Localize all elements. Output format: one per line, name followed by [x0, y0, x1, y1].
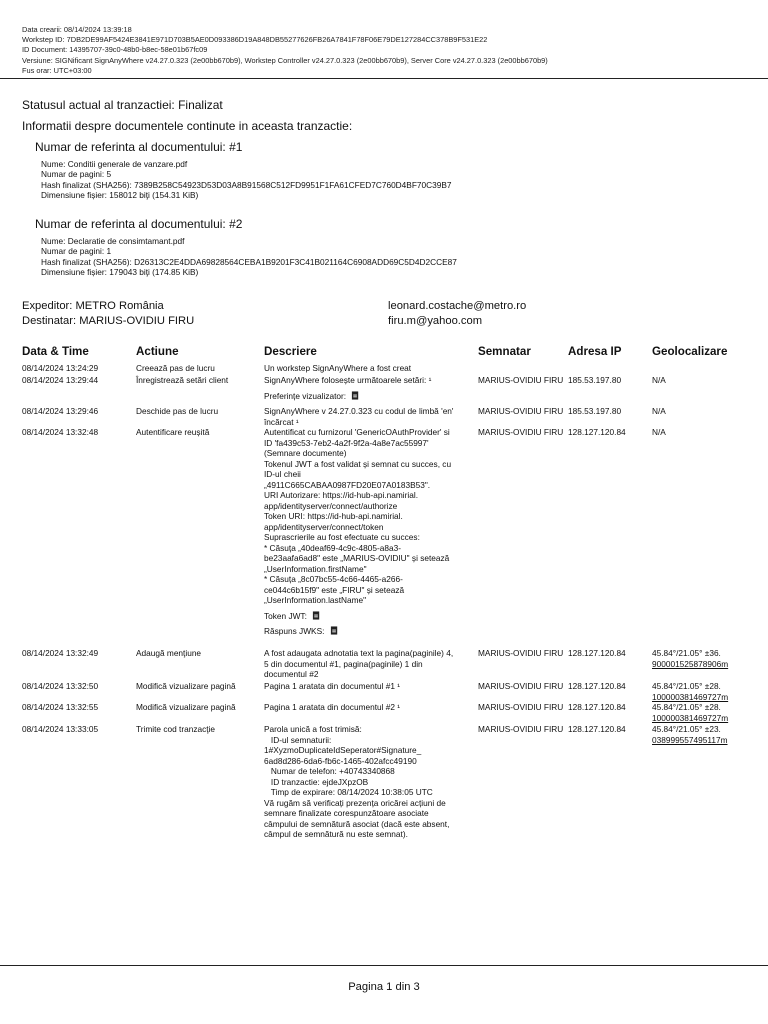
description-line: SignAnyWhere folosește următoarele setări: ¹	[264, 375, 432, 385]
row-description	[264, 702, 476, 713]
row-geolocation: N/A	[652, 375, 666, 385]
row-ip: 185.53.197.80	[568, 375, 622, 385]
token-jwt-line	[264, 611, 476, 622]
description-line: URI Autorizare: https://id-hub-api.namirial.	[264, 490, 419, 500]
document-id: ID Document: 14395707-39c0-48b0-b8ec-58e01b67fc09	[22, 45, 208, 55]
description-line: Token URI: https://id-hub-api.namirial.	[264, 511, 403, 521]
row-description	[264, 648, 476, 680]
description-line: Vă rugăm să verificați prezența oricărei acțiuni de	[264, 797, 446, 808]
description-line: * Căsuța „8c07bc55-4c66-4465-a266-	[264, 574, 403, 584]
description-line: Un workstep SignAnyWhere a fost creat	[264, 363, 412, 373]
header-divider	[0, 78, 768, 79]
version-info: Versiune: SIGNificant SignAnyWhere v24.27.0.323 (2e00bb670b9), Workstep Controller v24.27.0.323 (2e00bb670b9), Server Core v24.27.0.323 (2e00bb670b9)	[22, 55, 548, 65]
row-action: Deschide pas de lucru	[136, 406, 219, 416]
description-line: 6ad8d286-6da6-fb6c-1465-402afcc49190	[264, 755, 417, 766]
row-signer: MARIUS-OVIDIU FIRU	[478, 681, 564, 691]
column-header-date: Data & Time	[22, 345, 89, 358]
row-signer: MARIUS-OVIDIU FIRU	[478, 406, 564, 416]
party-emails	[388, 299, 526, 328]
transaction-status: Statusul actual al tranzactiei: Finalizat	[22, 98, 223, 112]
row-action: Creează pas de lucru	[136, 363, 215, 373]
description-line: câmpul de semnătură nu este semnat).	[264, 829, 408, 839]
geolocation-coordinates: 45.84°/21.05° ±23.	[652, 724, 721, 734]
description-line: Numar de telefon: +40743340868	[264, 766, 395, 776]
description-line: ID-ul semnaturii:	[264, 734, 332, 745]
row-description	[264, 427, 476, 637]
document-hash: Hash finalizat (SHA256): 7389B258C54923D53D03A8B91568C512FD9951F1FA61CFED7C760D4BF70C39B7	[41, 179, 452, 190]
row-geolocation	[652, 724, 752, 745]
column-header-action: Actiune	[136, 345, 179, 358]
row-date: 08/14/2024 13:29:46	[22, 406, 99, 416]
geolocation-coordinates: 45.84°/21.05° ±28.	[652, 702, 721, 712]
recipient: Destinatar: MARIUS-OVIDIU FIRU	[22, 314, 195, 327]
description-line: be23aafa6ad8" este „MARIUS-OVIDIU" și setează	[264, 553, 450, 563]
geolocation-accuracy-link[interactable]: 100000381469727m	[652, 712, 729, 723]
description-line: Pagina 1 aratata din documentul #1 ¹	[264, 681, 401, 691]
row-date: 08/14/2024 13:24:29	[22, 363, 99, 373]
description-line: app/identityserver/connect/token	[264, 521, 384, 532]
sender-email: leonard.costache@metro.ro	[388, 300, 527, 312]
row-signer: MARIUS-OVIDIU FIRU	[478, 375, 564, 385]
description-line: 1#XyzmoDuplicateIdSeperator#Signature_	[264, 745, 422, 755]
row-action: Modifică vizualizare pagină	[136, 681, 236, 691]
row-geolocation	[652, 648, 752, 669]
row-geolocation	[652, 702, 752, 723]
documents-intro: Informatii despre documentele continute in aceasta tranzactie:	[22, 119, 353, 133]
description-line: 5 din documentul #1, pagina(paginile) 1 din	[264, 658, 423, 669]
description-line: semnare finalizate corespunzătoare asociate	[264, 808, 429, 818]
description-line: ce044c6b15f9" este „FIRU" și setează	[264, 584, 405, 595]
page-number: Pagina 1 din 3	[348, 981, 420, 993]
description-line: Parola unică a fost trimisă:	[264, 724, 362, 734]
document-pages: Numar de pagini: 5	[41, 169, 112, 180]
row-date: 08/14/2024 13:29:44	[22, 375, 99, 385]
description-line: * Căsuța „40deaf69-4c9c-4805-a8a3-	[264, 542, 401, 553]
row-ip: 185.53.197.80	[568, 406, 622, 416]
row-ip: 128.127.120.84	[568, 648, 626, 658]
description-line: Autentificat cu furnizorul 'GenericOAuthProvider' si	[264, 427, 450, 437]
row-ip: 128.127.120.84	[568, 702, 626, 712]
row-description	[264, 681, 476, 692]
row-date: 08/14/2024 13:32:48	[22, 427, 99, 437]
token-jwt-label: Token JWT:	[264, 610, 307, 621]
column-header-signer: Semnatar	[478, 345, 531, 358]
description-line: Tokenul JWT a fost validat și semnat cu succes, cu	[264, 458, 452, 469]
document-name: Nume: Conditii generale de vanzare.pdf	[41, 159, 188, 169]
document-name: Nume: Declaratie de consimtamant.pdf	[41, 236, 185, 246]
document-block-1	[35, 140, 452, 200]
document-heading: Numar de referinta al documentului: #1	[35, 140, 243, 154]
jwks-response-label: Răspuns JWKS:	[264, 626, 325, 636]
row-signer: MARIUS-OVIDIU FIRU	[478, 724, 564, 734]
description-line: Timp de expirare: 08/14/2024 10:38:05 UTC	[264, 787, 433, 797]
row-date: 08/14/2024 13:32:50	[22, 681, 99, 691]
description-line: ID tranzactie: ejdeJXpzOB	[264, 776, 369, 787]
geolocation-coordinates: 45.84°/21.05° ±36.	[652, 648, 721, 658]
row-signer: MARIUS-OVIDIU FIRU	[478, 702, 564, 712]
document-pages: Numar de pagini: 1	[41, 246, 112, 257]
geolocation-accuracy-link[interactable]: 100000381469727m	[652, 691, 729, 702]
document-size: Dimensiune fișier: 158012 biţi (154.31 KiB)	[41, 189, 199, 200]
description-line: „4911C665CABAA0987FD20E07A0183B53".	[264, 479, 431, 490]
row-action: Autentificare reușită	[136, 427, 210, 437]
row-date: 08/14/2024 13:32:55	[22, 702, 99, 712]
geolocation-accuracy-link[interactable]: 900001525878906m	[652, 658, 729, 669]
attachment-icon[interactable]	[351, 391, 360, 400]
sender: Expeditor: METRO România	[22, 300, 164, 312]
description-line: câmpului de semnătură asociat (dacă este absent,	[264, 818, 450, 829]
row-description	[264, 724, 476, 840]
description-line: „UserInformation.lastName"	[264, 595, 367, 605]
row-action: Înregistrează setări client	[136, 375, 229, 385]
description-line: Suprascrierile au fost efectuate cu succes:	[264, 532, 420, 542]
description-line: Pagina 1 aratata din documentul #2 ¹	[264, 702, 401, 712]
document-metadata	[22, 25, 548, 76]
row-action: Adaugă menţiune	[136, 648, 202, 658]
viewer-preferences-label: Preferințe vizualizator:	[264, 390, 347, 401]
row-description	[264, 406, 476, 427]
row-action: Modifică vizualizare pagină	[136, 702, 236, 712]
document-size: Dimensiune fișier: 179043 biţi (174.85 KiB)	[41, 266, 199, 277]
description-line: app/identityserver/connect/authorize	[264, 500, 398, 511]
workstep-id: Workstep ID: 7DB2DE99AF5424E3841E971D703B5AE0D093386D19A848DB55277626FB26A7841F78F06E79DE127284CC378B9F531E22	[22, 35, 488, 45]
jwks-response-line	[264, 626, 476, 637]
column-header-description: Descriere	[264, 345, 317, 358]
row-action: Trimite cod tranzacţie	[136, 724, 215, 734]
geolocation-coordinates: 45.84°/21.05° ±28.	[652, 681, 721, 691]
document-block-2	[35, 217, 457, 277]
description-line: A fost adaugata adnotatia text la pagina(paginile) 4,	[264, 648, 454, 658]
document-heading: Numar de referinta al documentului: #2	[35, 217, 243, 231]
row-date: 08/14/2024 13:32:49	[22, 648, 99, 658]
description-line: încărcat ¹	[264, 416, 299, 427]
document-hash: Hash finalizat (SHA256): D26313C2E4DDA69828564CEBA1B9201F3C41B021164C6908ADD69C5D4D2CCE87	[41, 256, 457, 267]
description-line: „UserInformation.firstName"	[264, 563, 367, 574]
recipient-email: firu.m@yahoo.com	[388, 314, 483, 327]
row-ip: 128.127.120.84	[568, 724, 626, 734]
column-header-ip: Adresa IP	[568, 345, 622, 358]
attachment-icon[interactable]	[330, 626, 339, 635]
viewer-preferences-line	[264, 391, 476, 402]
row-geolocation: N/A	[652, 427, 666, 437]
row-ip: 128.127.120.84	[568, 681, 626, 691]
row-description	[264, 375, 476, 401]
description-line: (Semnare documente)	[264, 448, 347, 458]
row-geolocation: N/A	[652, 406, 666, 416]
geolocation-accuracy-link[interactable]: 038999557495117m	[652, 734, 728, 745]
row-ip: 128.127.120.84	[568, 427, 626, 437]
attachment-icon[interactable]	[312, 611, 321, 620]
footer-divider	[0, 965, 768, 966]
description-line: ID-ul cheii	[264, 469, 301, 479]
row-signer: MARIUS-OVIDIU FIRU	[478, 648, 564, 658]
row-geolocation	[652, 681, 752, 702]
row-description	[264, 363, 476, 374]
description-line: SignAnyWhere v 24.27.0.323 cu codul de limbă 'en'	[264, 406, 454, 416]
column-header-geolocation: Geolocalizare	[652, 345, 728, 358]
parties	[22, 299, 194, 328]
timezone: Fus orar: UTC+03:00	[22, 65, 92, 75]
row-signer: MARIUS-OVIDIU FIRU	[478, 427, 564, 437]
row-date: 08/14/2024 13:33:05	[22, 724, 99, 734]
description-line: documentul #2	[264, 669, 319, 679]
description-line: ID 'fa439c53-7eb2-4a2f-9f2a-4a8e7ac55997'	[264, 437, 429, 448]
creation-date: Data crearii: 08/14/2024 13:39:18	[22, 25, 132, 34]
